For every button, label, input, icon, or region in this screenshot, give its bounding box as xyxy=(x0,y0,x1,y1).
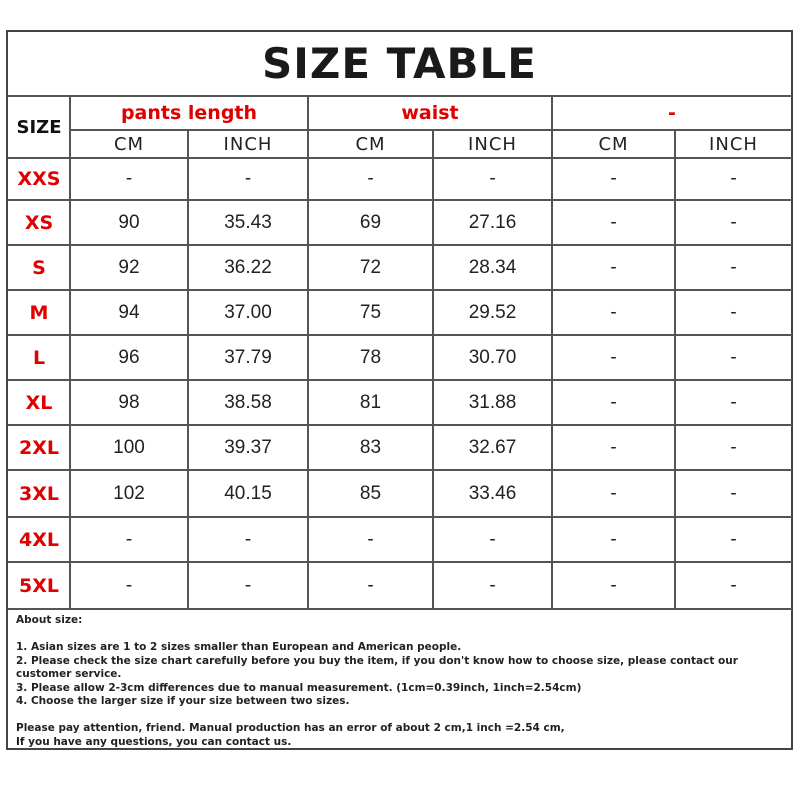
table-cell: 69 xyxy=(359,211,382,233)
table-cell: 36.22 xyxy=(224,256,272,278)
table-cell: - xyxy=(730,574,737,596)
table-cell: 37.00 xyxy=(224,301,272,323)
table-cell: 31.88 xyxy=(468,391,517,413)
table-cell: 72 xyxy=(359,256,382,278)
group-header: pants length xyxy=(120,102,258,124)
unit-header: CM xyxy=(113,133,145,155)
table-cell: - xyxy=(730,528,737,550)
table-cell: 102 xyxy=(113,482,145,504)
table-cell: - xyxy=(730,391,737,413)
size-label: 3XL xyxy=(19,482,59,505)
group-header: waist xyxy=(401,102,459,124)
table-cell: - xyxy=(367,574,374,596)
table-cell: 33.46 xyxy=(468,482,517,504)
unit-header: INCH xyxy=(709,133,758,155)
table-cell: - xyxy=(610,528,617,550)
table-cell: - xyxy=(610,346,617,368)
notes-heading: About size: xyxy=(16,614,83,626)
table-cell: 75 xyxy=(359,301,382,323)
table-cell: 96 xyxy=(118,346,140,368)
notes-footer-line: Please pay attention, friend. Manual production has an error of about 2 cm,1 inch =2.54 cm, xyxy=(16,722,565,734)
note-item: 2. Please check the size chart carefully before you buy the item, if you don't know how to choose size, please contact our customer service. xyxy=(16,654,742,680)
unit-header: INCH xyxy=(223,133,273,155)
table-cell: 90 xyxy=(118,211,140,233)
table-cell: 29.52 xyxy=(468,301,517,323)
unit-header: CM xyxy=(598,133,629,155)
size-label: XXS xyxy=(17,168,61,190)
table-cell: 32.67 xyxy=(468,436,517,458)
table-cell: - xyxy=(610,301,617,323)
table-cell: 38.58 xyxy=(224,391,272,413)
unit-header: CM xyxy=(355,133,386,155)
table-cell: - xyxy=(730,346,737,368)
table-cell: 98 xyxy=(118,391,140,413)
size-label: M xyxy=(29,301,49,324)
table-cell: - xyxy=(489,528,496,550)
table-cell: 39.37 xyxy=(224,436,272,458)
table-cell: - xyxy=(610,436,617,458)
table-cell: - xyxy=(367,528,374,550)
table-cell: - xyxy=(610,482,617,504)
table-cell: - xyxy=(244,574,252,596)
table-cell: 85 xyxy=(359,482,382,504)
table-cell: - xyxy=(125,528,133,550)
size-label: 2XL xyxy=(19,436,59,459)
unit-header: INCH xyxy=(468,133,517,155)
table-cell: 94 xyxy=(118,301,140,323)
table-cell: - xyxy=(730,482,737,504)
table-cell: 30.70 xyxy=(468,346,517,368)
size-notes xyxy=(16,614,788,749)
page-title: SIZE TABLE xyxy=(261,38,537,88)
table-cell: 100 xyxy=(113,436,145,458)
table-cell: - xyxy=(610,256,617,278)
size-column-header: SIZE xyxy=(16,116,62,138)
group-header: - xyxy=(668,102,676,124)
size-label: XL xyxy=(25,391,53,414)
table-cell: 83 xyxy=(359,436,382,458)
note-item: 1. Asian sizes are 1 to 2 sizes smaller than European and American people. xyxy=(16,641,462,653)
table-cell: 35.43 xyxy=(224,211,272,233)
table-cell: - xyxy=(244,168,252,189)
table-cell: 40.15 xyxy=(224,482,272,504)
table-cell: - xyxy=(489,168,496,189)
table-cell: 92 xyxy=(118,256,140,278)
table-cell: - xyxy=(367,168,374,189)
table-cell: - xyxy=(244,528,252,550)
table-cell: 27.16 xyxy=(468,211,517,233)
size-label: XS xyxy=(24,211,54,234)
size-label: 4XL xyxy=(19,528,59,551)
table-cell: - xyxy=(610,391,617,413)
table-cell: 81 xyxy=(359,391,382,413)
table-cell: - xyxy=(730,256,737,278)
table-cell: - xyxy=(610,211,617,233)
note-item: 4. Choose the larger size if your size between two sizes. xyxy=(16,695,350,707)
table-cell: - xyxy=(610,574,617,596)
table-cell: - xyxy=(730,301,737,323)
table-cell: - xyxy=(730,168,737,189)
table-cell: - xyxy=(730,436,737,458)
table-cell: 28.34 xyxy=(468,256,517,278)
table-cell: - xyxy=(125,574,133,596)
table-cell: 78 xyxy=(359,346,382,368)
table-cell: - xyxy=(610,168,617,189)
note-item: 3. Please allow 2-3cm differences due to manual measurement. (1cm=0.39inch, 1inch=2.54cm) xyxy=(16,681,582,694)
table-cell: 37.79 xyxy=(224,346,272,368)
table-cell: - xyxy=(125,168,133,189)
table-cell: - xyxy=(730,211,737,233)
size-label: 5XL xyxy=(19,574,59,597)
notes-footer-line: If you have any questions, you can contact us. xyxy=(16,735,292,748)
table-cell: - xyxy=(489,574,496,596)
size-label: L xyxy=(32,346,46,369)
size-label: S xyxy=(32,256,46,279)
